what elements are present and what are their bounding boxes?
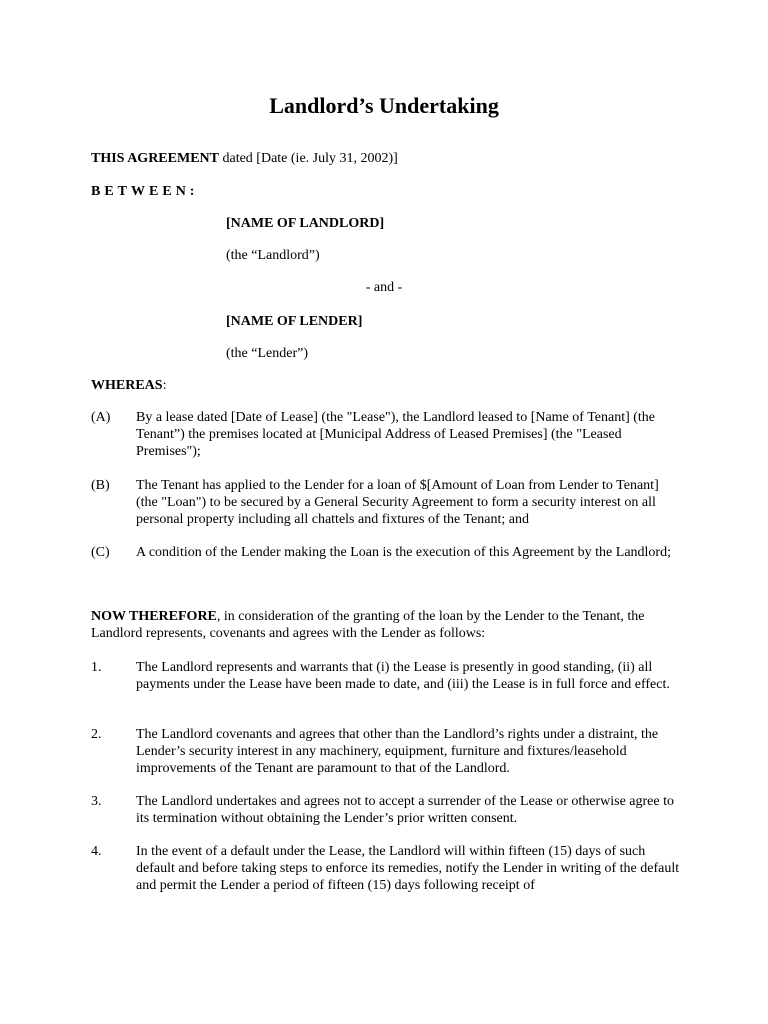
whereas-label: WHEREAS bbox=[91, 378, 163, 393]
landlord-alias: (the “Landlord”) bbox=[226, 248, 320, 263]
agreement-date: dated [Date (ie. July 31, 2002)] bbox=[218, 151, 398, 166]
agreement-lead: THIS AGREEMENT bbox=[91, 151, 219, 166]
recital-text: The Tenant has applied to the Lender for a loan of $[Amount of Loan from Lender to Tenant] (the "Loan") to be secured by a General Security Agreement to form a security interest on all personal property including all chattels and fixtures of the Tenant; and bbox=[136, 478, 659, 527]
whereas-heading bbox=[91, 377, 166, 394]
whereas-colon: : bbox=[162, 378, 167, 393]
recital-label: (A) bbox=[91, 410, 111, 425]
recital-text: A condition of the Lender making the Loan is the execution of this Agreement by the Landlord; bbox=[136, 545, 671, 560]
landlord-name: [NAME OF LANDLORD] bbox=[226, 216, 385, 231]
clause-text: The Landlord undertakes and agrees not to accept a surrender of the Lease or otherwise agree to its termination without obtaining the Lender’s prior written consent. bbox=[136, 794, 674, 826]
between-label: BETWEEN: bbox=[91, 184, 199, 199]
recital-label: (C) bbox=[91, 545, 110, 560]
clause-text: The Landlord covenants and agrees that other than the Landlord’s rights under a distraint, the Lender’s security interest in any machinery, equipment, furniture and fixtures/leasehold improvements of the Tenant are paramount to that of the Landlord. bbox=[136, 727, 659, 776]
lender-name: [NAME OF LENDER] bbox=[226, 314, 363, 329]
clause-number: 3. bbox=[91, 794, 102, 809]
now-therefore-text: , in consideration of the granting of the loan by the Lender to the Tenant, the Landlord represents, covenants and agrees with the Lender as follows: bbox=[91, 609, 645, 641]
clause-text: In the event of a default under the Lease, the Landlord will within fifteen (15) days of such default and before taking steps to enforce its remedies, notify the Lender in writing of the default and permit the Lender a period of fifteen (15) days following receipt of bbox=[136, 844, 680, 893]
agreement-line bbox=[91, 150, 398, 167]
now-therefore-paragraph bbox=[91, 608, 681, 642]
recital-label: (B) bbox=[91, 478, 110, 493]
clause-number: 2. bbox=[91, 727, 102, 742]
lender-alias: (the “Lender”) bbox=[226, 346, 308, 361]
clause-number: 1. bbox=[91, 660, 102, 675]
document-title: Landlord’s Undertaking bbox=[269, 93, 499, 118]
clause-text: The Landlord represents and warrants that (i) the Lease is presently in good standing, (ii) all payments under the Lease have been made to date, and (iii) the Lease is in full force and effect. bbox=[136, 660, 670, 692]
clause-number: 4. bbox=[91, 844, 102, 859]
recital-text: By a lease dated [Date of Lease] (the "Lease"), the Landlord leased to [Name of Tenant] (the Tenant”) the premises located at [Municipal Address of Leased Premises] (the "Leased Premises"); bbox=[136, 410, 656, 459]
and-separator: - and - bbox=[365, 280, 403, 295]
now-therefore-lead: NOW THEREFORE bbox=[91, 609, 217, 624]
